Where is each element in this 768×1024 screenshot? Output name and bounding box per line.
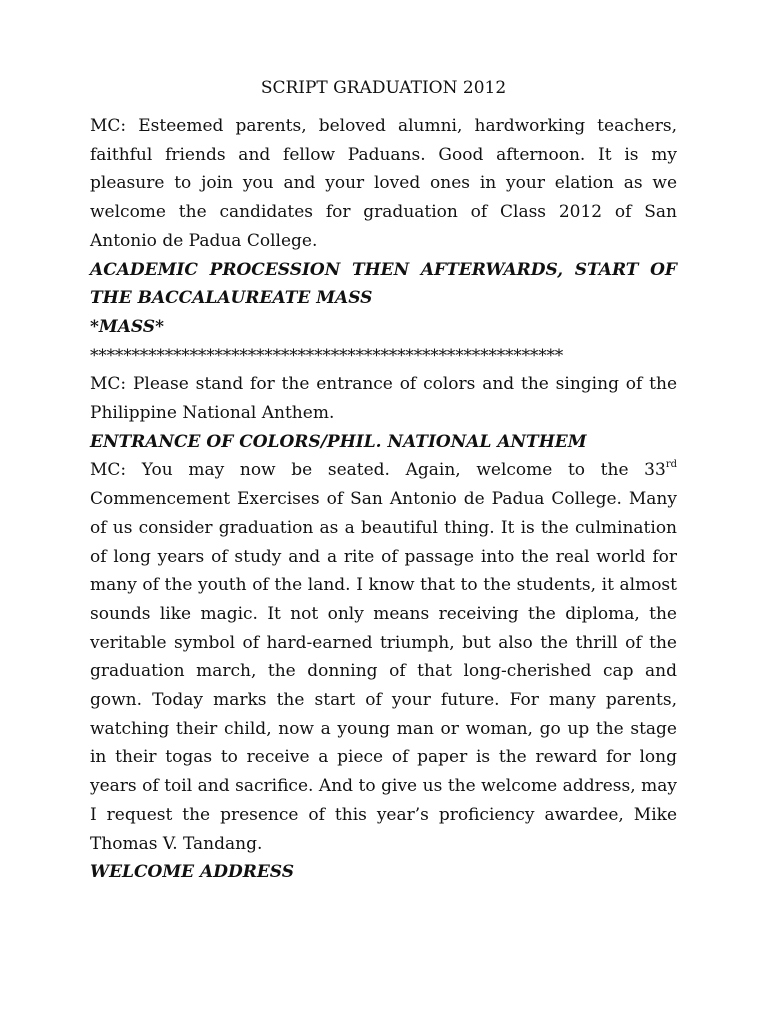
document-title: SCRIPT GRADUATION 2012 <box>260 78 507 98</box>
commencement-text-rest: Commencement Exercises of San Antonio de Padua College. Many of us consider graduation as a beautiful thing. It is the culmination of long years of study and a rite of passage into the real world for many of the youth of the land. I know that to the students, it almost sounds like magic. It not only means receiving the diploma, the veritable symbol of hard-earned triumph, but also the thrill of the graduation march, the donning of that long-cherished cap and gown. Today marks the start of your future. For many parents, watching their child, now a young man or woman, go up the stage in their togas to receive a piece of paper is the reward for long years of toil and sacrifice. And to give us the welcome address, may I request the presence of this year’s proficiency awardee, Mike Thomas V. Tandang. <box>90 489 677 854</box>
welcome-address-heading: WELCOME ADDRESS <box>90 862 294 883</box>
procession-heading: ACADEMIC PROCESSION THEN AFTERWARDS, START OF THE BACCALAUREATE MASS <box>90 259 677 309</box>
commencement-text-start: MC: You may now be seated. Again, welcome to the 33 <box>90 460 666 481</box>
colors-heading: ENTRANCE OF COLORS/PHIL. NATIONAL ANTHEM <box>90 431 587 452</box>
mass-heading: *MASS* <box>90 316 164 337</box>
anthem-paragraph: MC: Please stand for the entrance of colors and the singing of the Philippine National Anthem. <box>90 374 677 424</box>
opening-paragraph: MC: Esteemed parents, beloved alumni, hardworking teachers, faithful friends and fellow Paduans. Good afternoon. It is my pleasure to join you and your loved ones in your elation as we welcome the candidates for graduation of Class 2012 of San Antonio de Padua College. <box>90 116 677 251</box>
commencement-paragraph <box>90 456 677 858</box>
ordinal-suffix: rd <box>665 459 677 471</box>
content-block <box>90 112 677 887</box>
separator-line: ********************************************************* <box>90 345 564 366</box>
